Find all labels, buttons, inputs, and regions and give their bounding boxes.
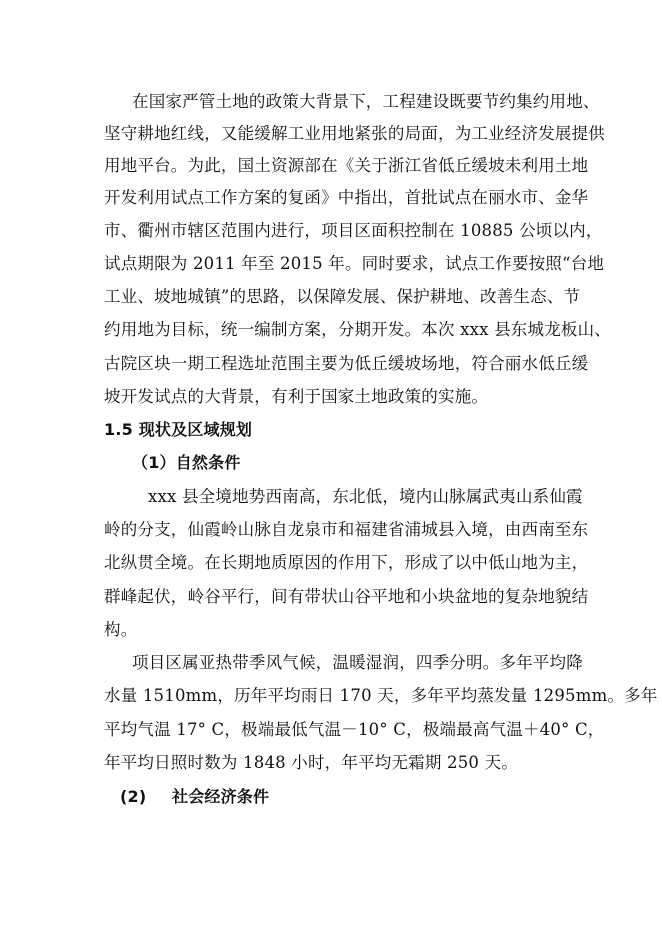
climate-line-2: 水量 1510mm，历年平均雨日 170 天，多年平均蒸发量 1295mm。多年 <box>104 686 658 705</box>
paragraph1-line-3: 用地平台。为此，国土资源部在《关于浙江省低丘缓坡未利用土地 <box>104 156 589 175</box>
paragraph1-line-5: 市、衢州市辖区范围内进行，项目区面积控制在 10885 公顷以内， <box>104 221 603 240</box>
paragraph1-line-9: 古院区块一期工程选址范围主要为低丘缓坡场地，符合丽水低丘缓 <box>104 354 589 373</box>
climate-line-4: 年平均日照时数为 1848 小时，年平均无霜期 250 天。 <box>104 753 518 772</box>
paragraph1-line-4: 开发利用试点工作方案的复函》中指出，首批试点在丽水市、金华 <box>104 188 589 207</box>
paragraph1-line-7: 工业、坡地城镇”的思路，以保障发展、保护耕地、改善生态、节 <box>104 287 581 306</box>
subsection1-heading: （1）自然条件 <box>132 453 241 472</box>
section-heading: 1.5 现状及区域规划 <box>104 420 253 439</box>
natural-conditions-line-3: 北纵贯全境。在长期地质原因的作用下，形成了以中低山地为主， <box>104 553 589 572</box>
paragraph1-line-1: 在国家严管土地的政策大背景下，工程建设既要节约集约用地、 <box>132 92 600 111</box>
paragraph1-line-2: 坚守耕地红线，又能缓解工业用地紧张的局面，为工业经济发展提供 <box>104 124 605 143</box>
paragraph1-line-6: 试点期限为 2011 年至 2015 年。同时要求，试点工作要按照“台地 <box>104 254 605 273</box>
natural-conditions-line-1: xxx 县全境地势西南高，东北低，境内山脉属武夷山系仙霞 <box>148 487 583 506</box>
subsection2-title: 社会经济条件 <box>172 787 270 806</box>
paragraph1-line-8: 约用地为目标，统一编制方案，分期开发。本次 xxx 县东城龙板山、 <box>104 320 612 339</box>
natural-conditions-line-4: 群峰起伏，岭谷平行，间有带状山谷平地和小块盆地的复杂地貌结 <box>104 587 589 606</box>
climate-line-3: 平均气温 17° C，极端最低气温－10° C，极端最高气温＋40° C， <box>104 720 605 739</box>
subsection2-number: (2) <box>120 787 147 806</box>
paragraph1-line-10: 坡开发试点的大背景，有利于国家土地政策的实施。 <box>104 387 489 406</box>
natural-conditions-line-5: 构。 <box>104 620 138 639</box>
climate-line-1: 项目区属亚热带季风气候，温暖湿润，四季分明。多年平均降 <box>132 653 583 672</box>
natural-conditions-line-2: 岭的分支，仙霞岭山脉自龙泉市和福建省浦城县入境，由西南至东 <box>104 520 589 539</box>
